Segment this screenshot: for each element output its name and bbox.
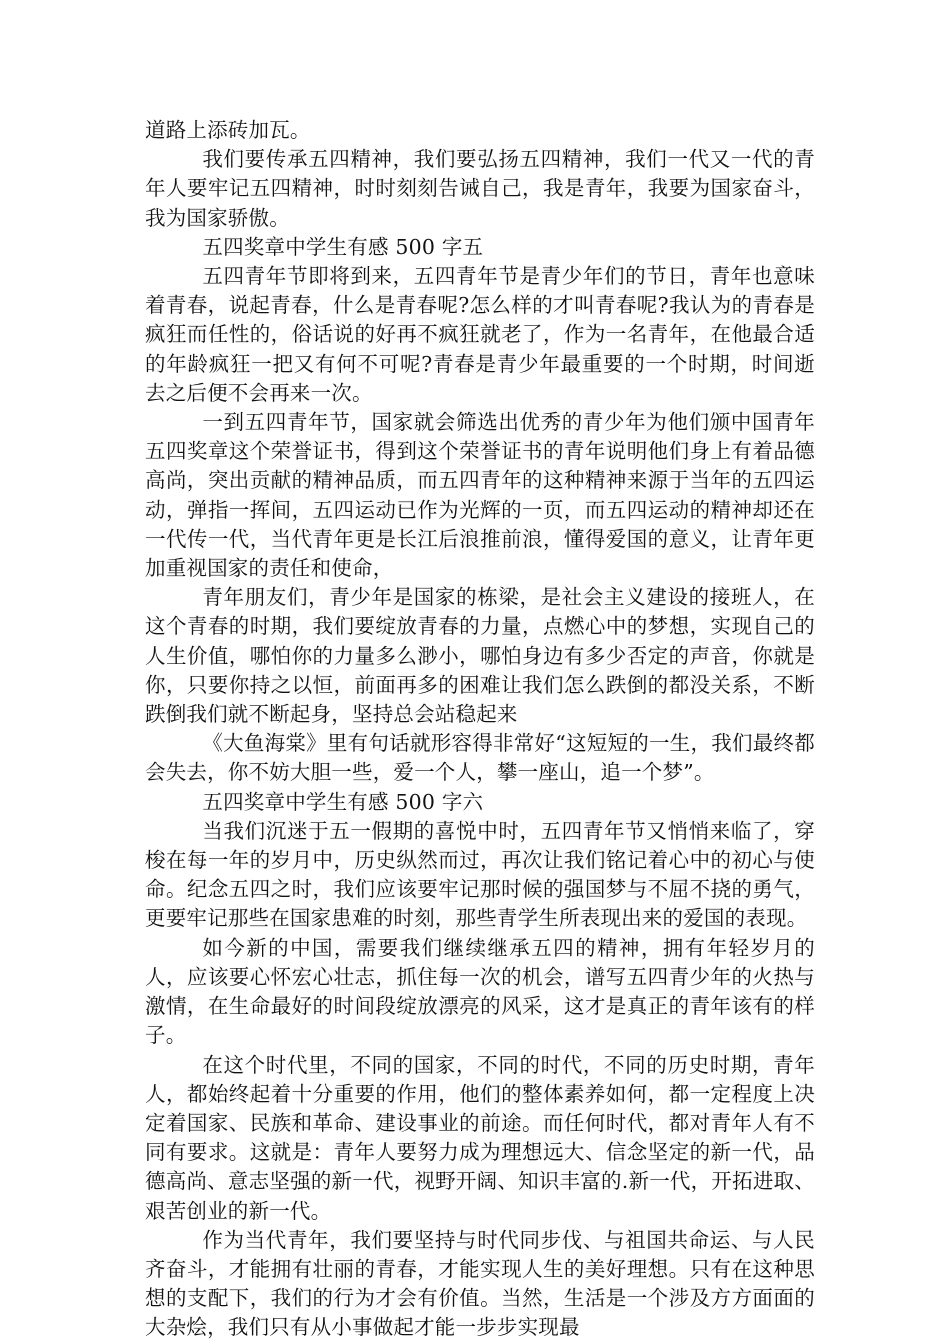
paragraph: 在这个时代里，不同的国家，不同的时代，不同的历史时期，青年人，都始终起着十分重要的作用，他们的整体素养如何，都一定程度上决定着国家、民族和革命、建设事业的前途。而任何时代，都对青年人有不同有要求。这就是：青年人要努力成为理想远大、信念坚定的新一代，品德高尚、意志坚强的新一代，视野开阔、知识丰富的.新一代，开拓进取、艰苦创业的新一代。 <box>145 1052 815 1223</box>
paragraph: 当我们沉迷于五一假期的喜悦中时，五四青年节又悄悄来临了，穿梭在每一年的岁月中，历史纵然而过，再次让我们铭记着心中的初心与使命。纪念五四之时，我们应该要牢记那时候的强国梦与不屈不挠的勇气，更要牢记那些在国家患难的时刻，那些青学生所表现出来的爱国的表现。 <box>145 818 815 931</box>
section-heading: 五四奖章中学生有感 500 字五 <box>202 234 484 259</box>
paragraph: 如今新的中国，需要我们继续继承五四的精神，拥有年轻岁月的人，应该要心怀宏心壮志，抓住每一次的机会，谱写五四青少年的火热与激情，在生命最好的时间段绽放漂亮的风采，这才是真正的青年该有的样子。 <box>145 935 815 1048</box>
section-heading: 五四奖章中学生有感 500 字六 <box>202 789 484 814</box>
paragraph: 我们要传承五四精神，我们要弘扬五四精神，我们一代又一代的青年人要牢记五四精神，时时刻刻告诫自己，我是青年，我要为国家奋斗，我为国家骄傲。 <box>145 147 815 230</box>
paragraph: 作为当代青年，我们要坚持与时代同步伐、与祖国共命运、与人民齐奋斗，才能拥有壮丽的青春，才能实现人生的美好理想。只有在这种思想的支配下，我们的行为才会有价值。当然，生活是一个涉及方方面面的大杂烩，我们只有从小事做起才能一步步实现最 <box>145 1227 815 1340</box>
paragraph: 青年朋友们，青少年是国家的栋梁，是社会主义建设的接班人，在这个青春的时期，我们要绽放青春的力量，点燃心中的梦想，实现自己的人生价值，哪怕你的力量多么渺小，哪怕身边有多少否定的声音，你就是你，只要你持之以恒，前面再多的困难让我们怎么跌倒的都没关系，不断跌倒我们就不断起身，坚持总会站稳起来 <box>145 585 815 727</box>
paragraph: 《大鱼海棠》里有句话就形容得非常好“这短短的一生，我们最终都会失去，你不妨大胆一些，爱一个人，攀一座山，追一个梦”。 <box>145 731 815 785</box>
paragraph-continuation: 道路上添砖加瓦。 <box>145 118 311 142</box>
document-body <box>145 116 815 1343</box>
paragraph: 五四青年节即将到来，五四青年节是青少年们的节日，青年也意味着青春，说起青春，什么是青春呢?怎么样的才叫青春呢?我认为的青春是疯狂而任性的，俗话说的好再不疯狂就老了，作为一名青年，在他最合适的年龄疯狂一把又有何不可呢?青春是青少年最重要的一个时期，时间逝去之后便不会再来一次。 <box>145 264 815 405</box>
paragraph: 一到五四青年节，国家就会筛选出优秀的青少年为他们颁中国青年五四奖章这个荣誉证书，得到这个荣誉证书的青年说明他们身上有着品德高尚，突出贡献的精神品质，而五四青年的这种精神来源于当年的五四运动，弹指一挥间，五四运动已作为光辉的一页，而五四运动的精神却还在一代传一代，当代青年更是长江后浪推前浪，懂得爱国的意义，让青年更加重视国家的责任和使命， <box>145 410 815 581</box>
